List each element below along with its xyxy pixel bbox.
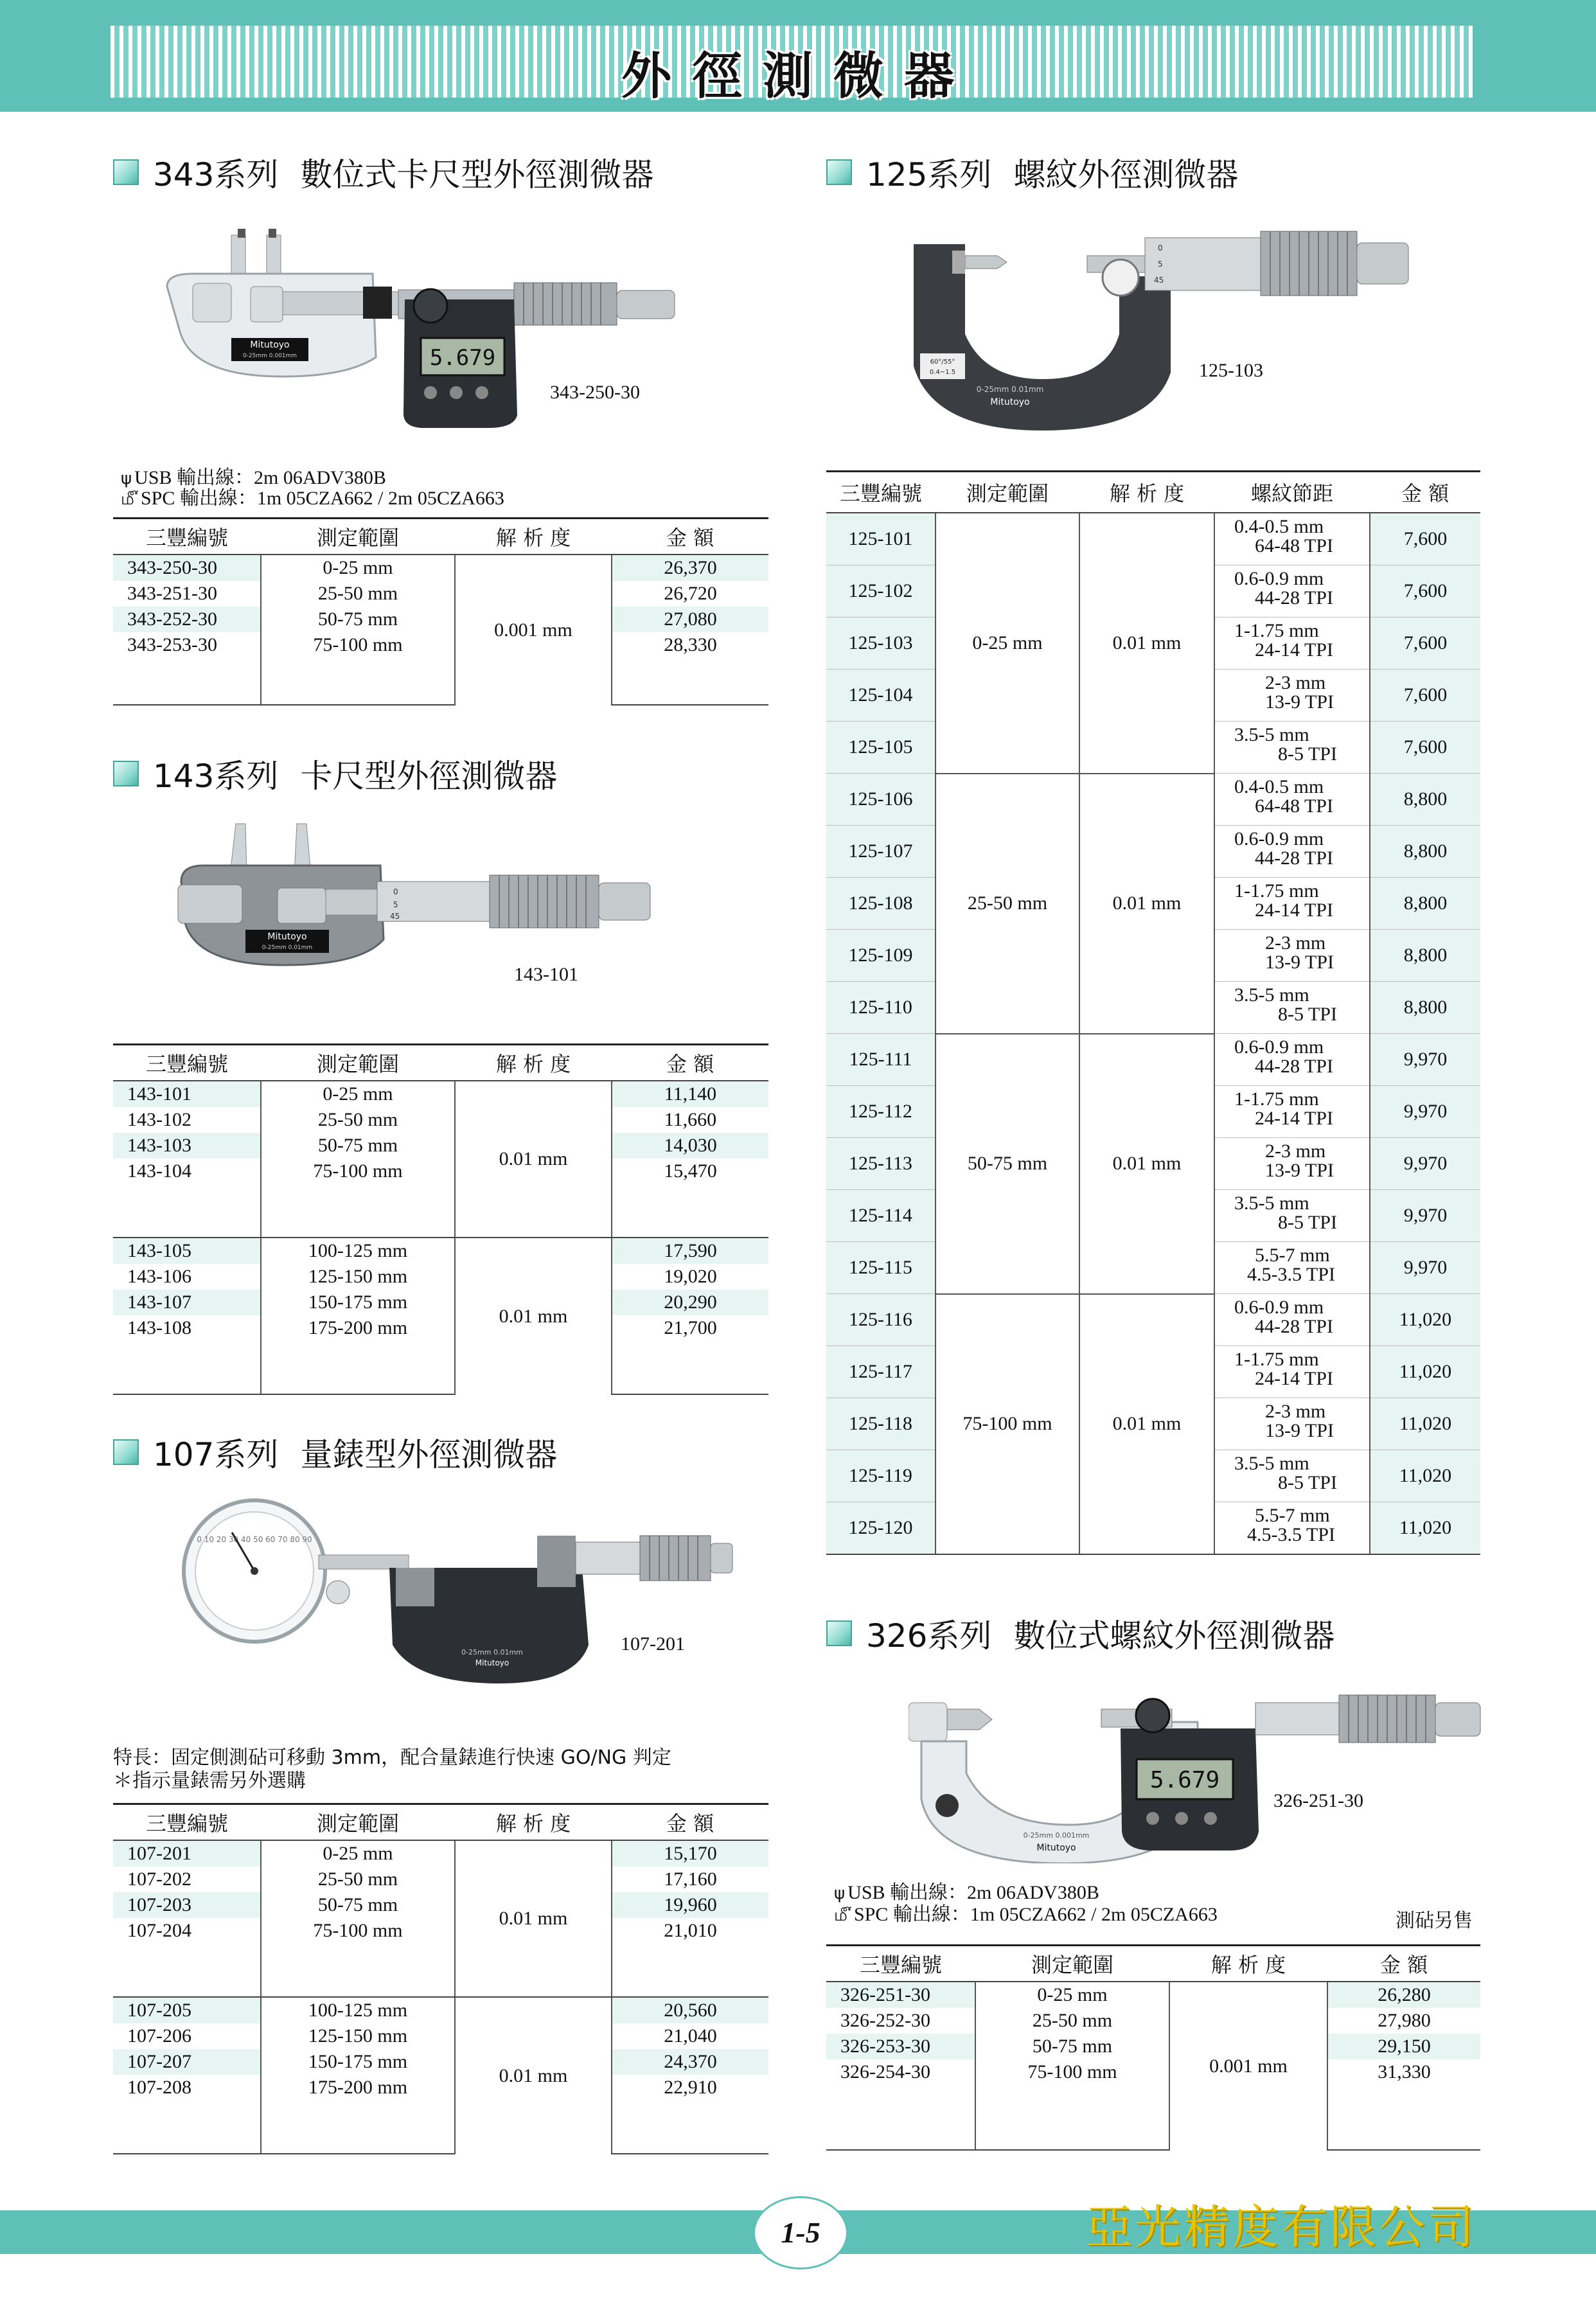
thimble-mark: 45 (390, 912, 400, 921)
table-row: 125-118 2-3 mm 13-9 TPI 11,020 (826, 1398, 1480, 1450)
resolution-cell: 0.01 mm (455, 1238, 612, 1394)
col-header-pitch: 螺紋節距 (1214, 472, 1370, 513)
table-row: 125-102 0.6-0.9 mm 44-28 TPI 7,600 (826, 565, 1480, 617)
image-label-125: 125-103 (1199, 360, 1263, 381)
table-row: 125-107 0.6-0.9 mm 44-28 TPI 8,800 (826, 826, 1480, 878)
resolution-cell: 0.001 mm (455, 555, 612, 705)
col-header-range: 測定範圍 (975, 1946, 1169, 1982)
scale-label: 0-25mm 0.01mm (262, 945, 313, 951)
table-row: 125-106 25-50 mm 0.01 mm 0.4-0.5 mm 64-48 TPI 8,800 (826, 774, 1480, 826)
brand-label: Mitutoyo (1036, 1843, 1076, 1853)
table-row: 125-113 2-3 mm 13-9 TPI 9,970 (826, 1138, 1480, 1190)
section-marker-icon (113, 761, 139, 786)
table-row: 125-101 0-25 mm 0.01 mm 0.4-0.5 mm 64-48 TPI 7,600 (826, 513, 1480, 565)
pitch-cell: 0.6-0.9 mm 44-28 TPI (1214, 826, 1370, 878)
section-marker-icon (826, 159, 852, 185)
product-image-107 (145, 1497, 736, 1690)
brand-label: Mitutoyo (250, 340, 290, 350)
range-cell: 50-75 mm (935, 1034, 1079, 1294)
pitch-cell: 1-1.75 mm 24-14 TPI (1214, 1346, 1370, 1398)
pitch-cell: 1-1.75 mm 24-14 TPI (1214, 617, 1370, 670)
resolution-cell: 0.01 mm (1079, 1034, 1214, 1294)
pitch-cell: 0.6-0.9 mm 44-28 TPI (1214, 1034, 1370, 1086)
pitch-cell: 0.6-0.9 mm 44-28 TPI (1214, 1294, 1370, 1346)
pitch-cell: 5.5-7 mm 4.5-3.5 TPI (1214, 1242, 1370, 1294)
thimble-mark: 5 (1158, 260, 1163, 269)
col-header-price: 金 額 (612, 1045, 768, 1081)
product-image-343 (154, 229, 732, 434)
col-header-price: 金 額 (1370, 472, 1480, 513)
table-row: 143-105 100-125 mm 0.01 mm 17,590 (113, 1238, 768, 1264)
thimble-mark: 0 (393, 887, 398, 896)
pitch-cell: 0.4-0.5 mm 64-48 TPI (1214, 774, 1370, 826)
gauge-note-107: ＊指示量錶需另外選購 (113, 1770, 306, 1792)
scale-label: 0-25mm 0.001mm (1023, 1831, 1090, 1840)
table-row: 107-203 50-75 mm 19,960 (113, 1892, 768, 1918)
price-table-125 (826, 470, 1480, 1555)
table-spacer-row (113, 1944, 768, 1997)
col-header-range: 測定範圍 (261, 519, 455, 555)
pitch-cell: 5.5-7 mm 4.5-3.5 TPI (1214, 1502, 1370, 1555)
table-row: 125-114 3.5-5 mm 8-5 TPI 9,970 (826, 1190, 1480, 1242)
section-marker-icon (113, 159, 139, 185)
product-image-125 (894, 225, 1434, 431)
resolution-cell: 0.01 mm (1079, 774, 1214, 1034)
usb-cable-info-343: ψ USB 輸出線：2m 06ADV380B (121, 467, 386, 488)
series-number: 143系列 (153, 758, 279, 795)
col-header-price: 金 額 (612, 1804, 768, 1841)
spc-cable-icon: ௴ (834, 1906, 851, 1925)
table-spacer-row (113, 1341, 768, 1394)
series-number: 343系列 (153, 156, 279, 193)
table-row: 125-110 3.5-5 mm 8-5 TPI 8,800 (826, 982, 1480, 1034)
usb-cable-info-326: ψ USB 輸出線：2m 06ADV380B (834, 1882, 1099, 1903)
brand-label: Mitutoyo (990, 397, 1030, 407)
col-header-code: 三豐編號 (826, 472, 935, 513)
resolution-cell: 0.01 mm (455, 1840, 612, 1997)
pitch-cell: 1-1.75 mm 24-14 TPI (1214, 878, 1370, 930)
table-row: 107-201 0-25 mm 0.01 mm 15,170 (113, 1840, 768, 1867)
page-number: 1-5 (753, 2196, 848, 2269)
table-row: 343-251-30 25-50 mm 26,720 (113, 581, 768, 607)
section-title-143 (113, 750, 557, 797)
table-row: 107-202 25-50 mm 17,160 (113, 1867, 768, 1892)
range-cell: 75-100 mm (935, 1294, 1079, 1555)
range-cell: 25-50 mm (935, 774, 1079, 1034)
table-row: 107-205 100-125 mm 0.01 mm 20,560 (113, 1997, 768, 2023)
col-header-code: 三豐編號 (113, 519, 261, 555)
brand-label: Mitutoyo (267, 932, 307, 942)
page-title: 外徑測微器 (621, 48, 975, 105)
table-row: 107-206 125-150 mm 21,040 (113, 2023, 768, 2049)
company-name: 亞光精度有限公司 (1086, 2200, 1477, 2254)
table-row: 125-119 3.5-5 mm 8-5 TPI 11,020 (826, 1450, 1480, 1502)
col-header-resolution: 解 析 度 (455, 519, 612, 555)
table-row: 125-105 3.5-5 mm 8-5 TPI 7,600 (826, 722, 1480, 774)
product-image-143 (168, 811, 721, 991)
table-row: 125-109 2-3 mm 13-9 TPI 8,800 (826, 930, 1480, 982)
price-table-143 (113, 1043, 768, 1395)
feature-note-107: 特長：固定側測砧可移動 3mm，配合量錶進行快速 GO/NG 判定 (113, 1746, 671, 1769)
table-row: 143-101 0-25 mm 0.01 mm 11,140 (113, 1081, 768, 1107)
table-spacer-row (113, 658, 768, 705)
table-row: 125-120 5.5-7 mm 4.5-3.5 TPI 11,020 (826, 1502, 1480, 1555)
col-header-code: 三豐編號 (113, 1045, 261, 1081)
section-title-343 (113, 149, 653, 195)
col-header-resolution: 解 析 度 (1169, 1946, 1327, 1982)
table-row: 343-250-30 0-25 mm 0.001 mm 26,370 (113, 555, 768, 581)
price-table-343 (113, 517, 768, 706)
price-table-326 (826, 1944, 1480, 2151)
table-row: 343-252-30 50-75 mm 27,080 (113, 607, 768, 632)
table-row: 143-108 175-200 mm 21,700 (113, 1315, 768, 1341)
spc-cable-info-343: ௴ SPC 輸出線：1m 05CZA662 / 2m 05CZA663 (121, 488, 504, 509)
col-header-resolution: 解 析 度 (1079, 472, 1214, 513)
spc-cable-info-326: ௴ SPC 輸出線：1m 05CZA662 / 2m 05CZA663 (834, 1904, 1218, 1925)
table-row: 143-102 25-50 mm 11,660 (113, 1107, 768, 1133)
spc-cable-icon: ௴ (121, 490, 138, 509)
plate-label: 60°/55° (930, 359, 955, 366)
scale-label: 0-25mm 0.01mm (461, 1648, 523, 1656)
usb-icon: ψ (121, 469, 132, 488)
col-header-range: 測定範圍 (935, 472, 1079, 513)
table-row: 143-107 150-175 mm 20,290 (113, 1290, 768, 1315)
table-row: 143-106 125-150 mm 19,020 (113, 1264, 768, 1290)
table-row: 125-103 1-1.75 mm 24-14 TPI 7,600 (826, 617, 1480, 670)
pitch-cell: 2-3 mm 13-9 TPI (1214, 670, 1370, 722)
table-row: 326-252-30 25-50 mm 27,980 (826, 2008, 1480, 2034)
pitch-cell: 3.5-5 mm 8-5 TPI (1214, 982, 1370, 1034)
image-label-343: 343-250-30 (550, 382, 640, 403)
pitch-cell: 3.5-5 mm 8-5 TPI (1214, 1450, 1370, 1502)
col-header-code: 三豐編號 (113, 1804, 261, 1841)
image-label-107: 107-201 (621, 1633, 685, 1655)
col-header-range: 測定範圍 (261, 1804, 455, 1841)
series-name: 卡尺型外徑測微器 (300, 758, 558, 795)
pitch-cell: 0.6-0.9 mm 44-28 TPI (1214, 565, 1370, 617)
series-name: 數位式卡尺型外徑測微器 (300, 156, 654, 193)
resolution-cell: 0.01 mm (1079, 513, 1214, 774)
usb-icon: ψ (834, 1884, 846, 1903)
lcd-display: 5.679 (429, 345, 496, 371)
resolution-cell: 0.01 mm (455, 1081, 612, 1238)
section-marker-icon (826, 1620, 852, 1646)
section-title-326 (826, 1610, 1334, 1656)
resolution-cell: 0.01 mm (455, 1997, 612, 2154)
plate-label: 0.4~1.5 (929, 369, 956, 376)
col-header-code: 三豐編號 (826, 1946, 975, 1982)
brand-label: Mitutoyo (475, 1658, 510, 1667)
table-spacer-row (826, 2085, 1480, 2150)
resolution-cell: 0.01 mm (1079, 1294, 1214, 1555)
table-row: 326-254-30 75-100 mm 31,330 (826, 2059, 1480, 2085)
resolution-cell: 0.001 mm (1169, 1982, 1327, 2150)
table-row: 143-103 50-75 mm 14,030 (113, 1133, 768, 1158)
product-image-326 (909, 1677, 1487, 1863)
col-header-resolution: 解 析 度 (455, 1804, 612, 1841)
lcd-display: 5.679 (1149, 1767, 1220, 1793)
table-row: 125-112 1-1.75 mm 24-14 TPI 9,970 (826, 1086, 1480, 1138)
thimble-mark: 0 (1158, 244, 1163, 253)
table-row: 326-253-30 50-75 mm 29,150 (826, 2034, 1480, 2059)
range-cell: 0-25 mm (935, 513, 1079, 774)
table-row: 125-108 1-1.75 mm 24-14 TPI 8,800 (826, 878, 1480, 930)
pitch-cell: 1-1.75 mm 24-14 TPI (1214, 1086, 1370, 1138)
scale-label: 0-25mm 0.01mm (976, 385, 1044, 394)
table-row: 326-251-30 0-25 mm 0.001 mm 26,280 (826, 1982, 1480, 2008)
table-row: 107-208 175-200 mm 22,910 (113, 2075, 768, 2100)
pitch-cell: 2-3 mm 13-9 TPI (1214, 1138, 1370, 1190)
col-header-range: 測定範圍 (261, 1045, 455, 1081)
section-marker-icon (113, 1439, 139, 1465)
pitch-cell: 2-3 mm 13-9 TPI (1214, 930, 1370, 982)
thimble-mark: 5 (393, 900, 398, 909)
col-header-resolution: 解 析 度 (455, 1045, 612, 1081)
table-row: 143-104 75-100 mm 15,470 (113, 1158, 768, 1184)
thimble-mark: 45 (1154, 276, 1164, 285)
section-title-107 (113, 1429, 557, 1475)
table-spacer-row (113, 2100, 768, 2154)
series-number: 125系列 (866, 156, 992, 193)
dial-numbers: 0 10 20 30 40 50 60 70 80 90 (197, 1535, 312, 1544)
table-row: 125-116 75-100 mm 0.01 mm 0.6-0.9 mm 44-28 TPI 11,020 (826, 1294, 1480, 1346)
table-row: 343-253-30 75-100 mm 28,330 (113, 632, 768, 658)
anvil-note-326: 測砧另售 (1396, 1910, 1473, 1932)
series-number: 107系列 (153, 1436, 279, 1473)
pitch-cell: 3.5-5 mm 8-5 TPI (1214, 1190, 1370, 1242)
pitch-cell: 0.4-0.5 mm 64-48 TPI (1214, 513, 1370, 565)
image-label-143: 143-101 (514, 964, 578, 985)
series-name: 量錶型外徑測微器 (300, 1436, 558, 1473)
section-title-125 (826, 149, 1238, 195)
table-row: 125-115 5.5-7 mm 4.5-3.5 TPI 9,970 (826, 1242, 1480, 1294)
series-number: 326系列 (866, 1617, 992, 1655)
table-row: 125-111 50-75 mm 0.01 mm 0.6-0.9 mm 44-28 TPI 9,970 (826, 1034, 1480, 1086)
pitch-cell: 2-3 mm 13-9 TPI (1214, 1398, 1370, 1450)
scale-label: 0-25mm 0.001mm (242, 353, 297, 359)
table-row: 125-117 1-1.75 mm 24-14 TPI 11,020 (826, 1346, 1480, 1398)
table-row: 107-204 75-100 mm 21,010 (113, 1918, 768, 1944)
table-row: 107-207 150-175 mm 24,370 (113, 2049, 768, 2075)
image-label-326: 326-251-30 (1273, 1790, 1363, 1811)
col-header-price: 金 額 (1327, 1946, 1480, 1982)
table-spacer-row (113, 1184, 768, 1238)
table-row: 125-104 2-3 mm 13-9 TPI 7,600 (826, 670, 1480, 722)
series-name: 螺紋外徑測微器 (1013, 156, 1239, 193)
pitch-cell: 3.5-5 mm 8-5 TPI (1214, 722, 1370, 774)
col-header-price: 金 額 (612, 519, 768, 555)
series-name: 數位式螺紋外徑測微器 (1013, 1617, 1335, 1655)
price-table-107 (113, 1803, 768, 2154)
